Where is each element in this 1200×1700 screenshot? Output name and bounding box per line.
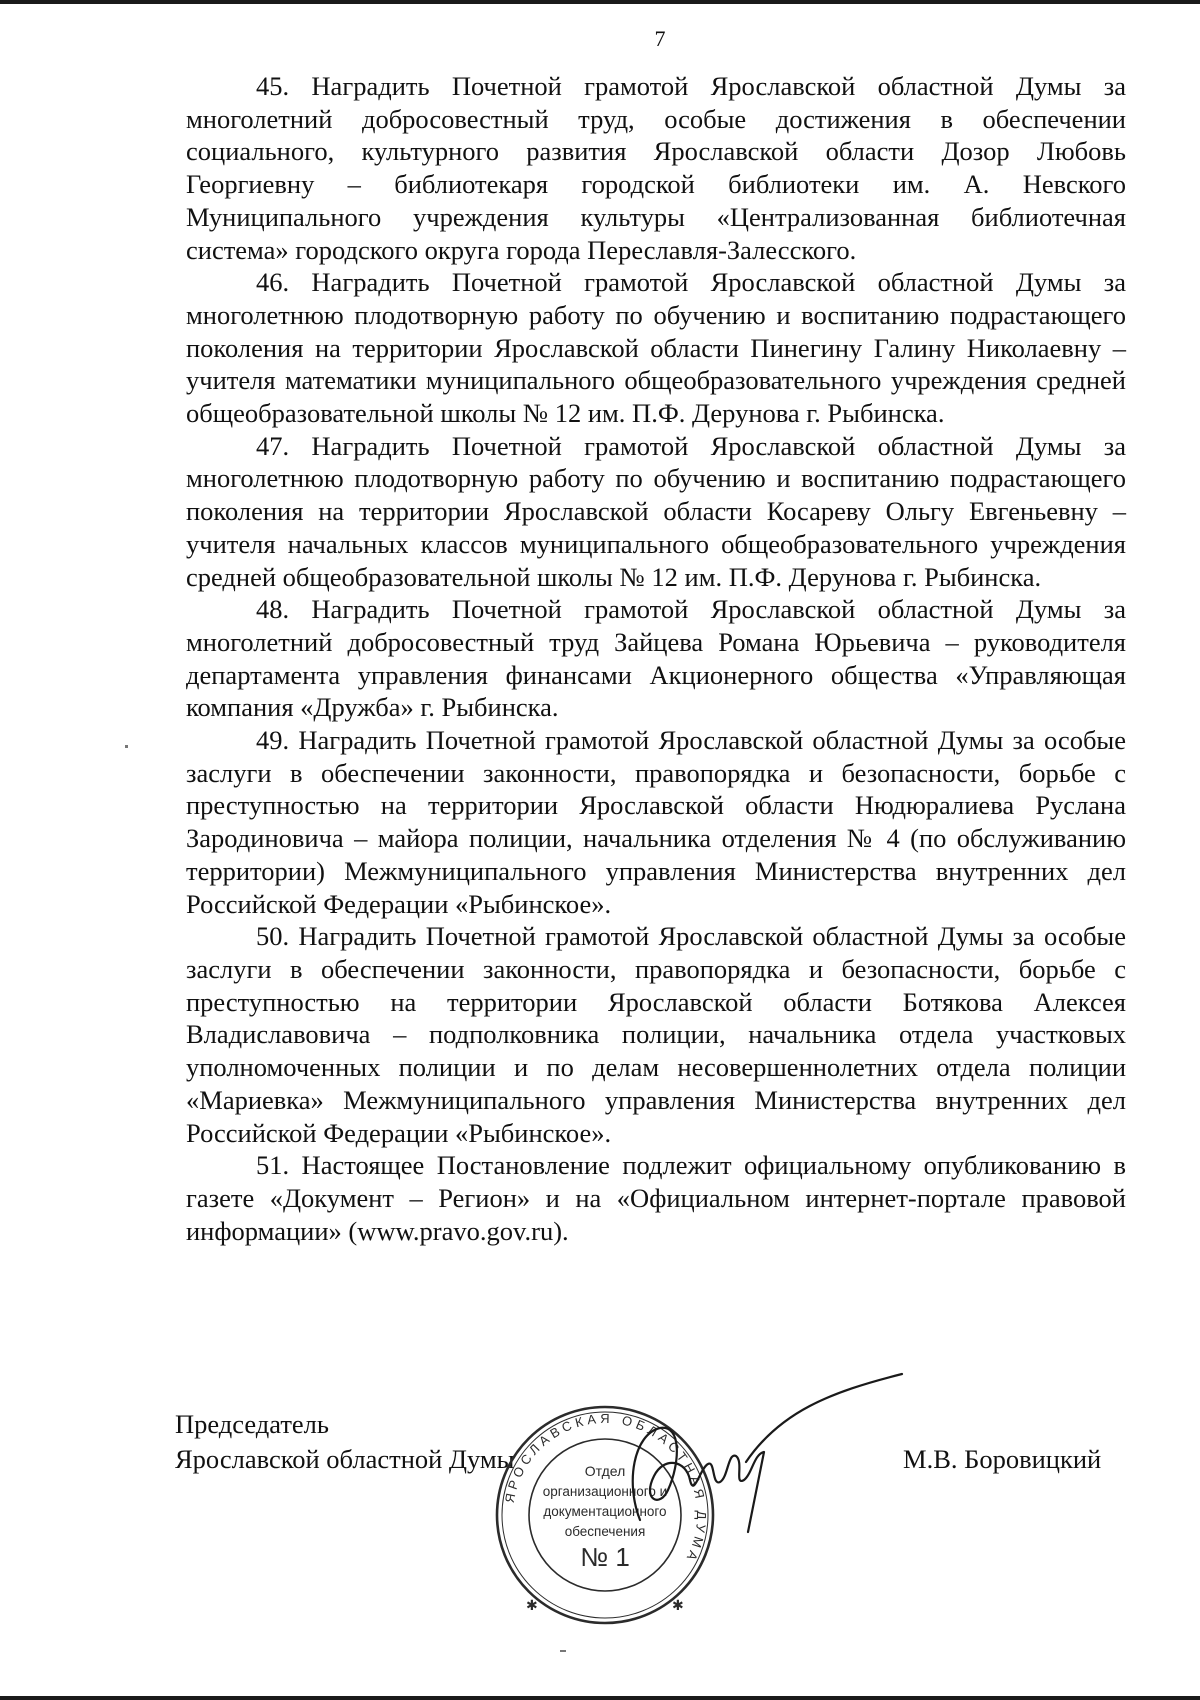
- stamp-ring-text: ЯРОСЛАВСКАЯ ОБЛАСТНАЯ ДУМА: [501, 1410, 710, 1567]
- scan-edge-bottom: [0, 1696, 1200, 1700]
- signatory-name: М.В. Боровицкий: [903, 1444, 1102, 1474]
- stamp-number: № 1: [580, 1542, 630, 1572]
- signatory-title-line1: Председатель: [175, 1409, 329, 1439]
- paragraph-47: 47. Наградить Почетной грамотой Ярославской областной Думы за многолетнюю плодотворную работу по обучению и воспитанию подрастающего поколения на территории Ярославской области Косареву Ольгу Евгеньевну – учителя начальных классов муниципального общеобразовательного учреждения средней общеобразовательной школы № 12 им. П.Ф. Дерунова г. Рыбинска.: [186, 430, 1126, 592]
- scan-edge-top: [0, 0, 1200, 4]
- paragraph-45: 45. Наградить Почетной грамотой Ярославской областной Думы за многолетний добросовестный труд, особые достижения в обеспечении социального, культурного развития Ярославской области Дозор Любовь Георгиевну – библиотекаря городской библиотеки им. А. Невского Муниципального учреждения культуры «Централизованная библиотечная система» городского округа города Переславля-Залесского.: [186, 71, 1126, 265]
- signature-block: [0, 1400, 1200, 1670]
- paragraph-49: 49. Наградить Почетной грамотой Ярославской областной Думы за особые заслуги в обеспечении законности, правопорядка и безопасности, борьбе с преступностью на территории Ярославской области Нюдюралиева Руслана Зародиновича – майора полиции, начальника отделения № 4 (по обслуживанию территории) Межмуниципального управления Министерства внутренних дел Российской Федерации «Рыбинское».: [186, 725, 1126, 919]
- stamp-line-2: организационного и: [542, 1484, 668, 1499]
- scan-speck: [125, 745, 128, 748]
- page-number: 7: [654, 26, 666, 51]
- document-body: [186, 70, 1126, 1247]
- stamp-line-4: обеспечения: [564, 1524, 646, 1539]
- stamp-star-left-icon: ✱: [526, 1598, 538, 1614]
- signature-stroke: [633, 1374, 902, 1532]
- stamp-star-right-icon: ✱: [672, 1598, 684, 1614]
- paragraph-51: 51. Настоящее Постановление подлежит официальному опубликованию в газете «Документ – Регион» и на «Официальном интернет-портале правовой информации» (www.pravo.gov.ru).: [186, 1150, 1126, 1246]
- handwritten-signature: [620, 1372, 910, 1542]
- paragraph-46: 46. Наградить Почетной грамотой Ярославской областной Думы за многолетнюю плодотворную работу по обучению и воспитанию подрастающего поколения на территории Ярославской области Пинегину Галину Николаевну – учителя математики муниципального общеобразовательного учреждения средней общеобразовательной школы № 12 им. П.Ф. Дерунова г. Рыбинска.: [186, 267, 1126, 429]
- paragraph-48: 48. Наградить Почетной грамотой Ярославской областной Думы за многолетний добросовестный труд Зайцева Романа Юрьевича – руководителя департамента управления финансами Акционерного общества «Управляющая компания «Дружба» г. Рыбинска.: [186, 594, 1126, 723]
- signatory-title-line2: Ярославской областной Думы: [175, 1444, 515, 1474]
- stamp-line-1: Отдел: [584, 1463, 626, 1479]
- scan-speck: [560, 1650, 566, 1652]
- stamp-line-3: документационного: [543, 1504, 667, 1519]
- paragraph-50: 50. Наградить Почетной грамотой Ярославской областной Думы за особые заслуги в обеспечении законности, правопорядка и безопасности, борьбе с преступностью на территории Ярославской области Ботякова Алексея Владиславовича – подполковника полиции, начальника отдела участковых уполномоченных полиции и по делам несовершеннолетних отдела полиции «Мариевка» Межмуниципального управления Министерства внутренних дел Российской Федерации «Рыбинское».: [186, 921, 1126, 1148]
